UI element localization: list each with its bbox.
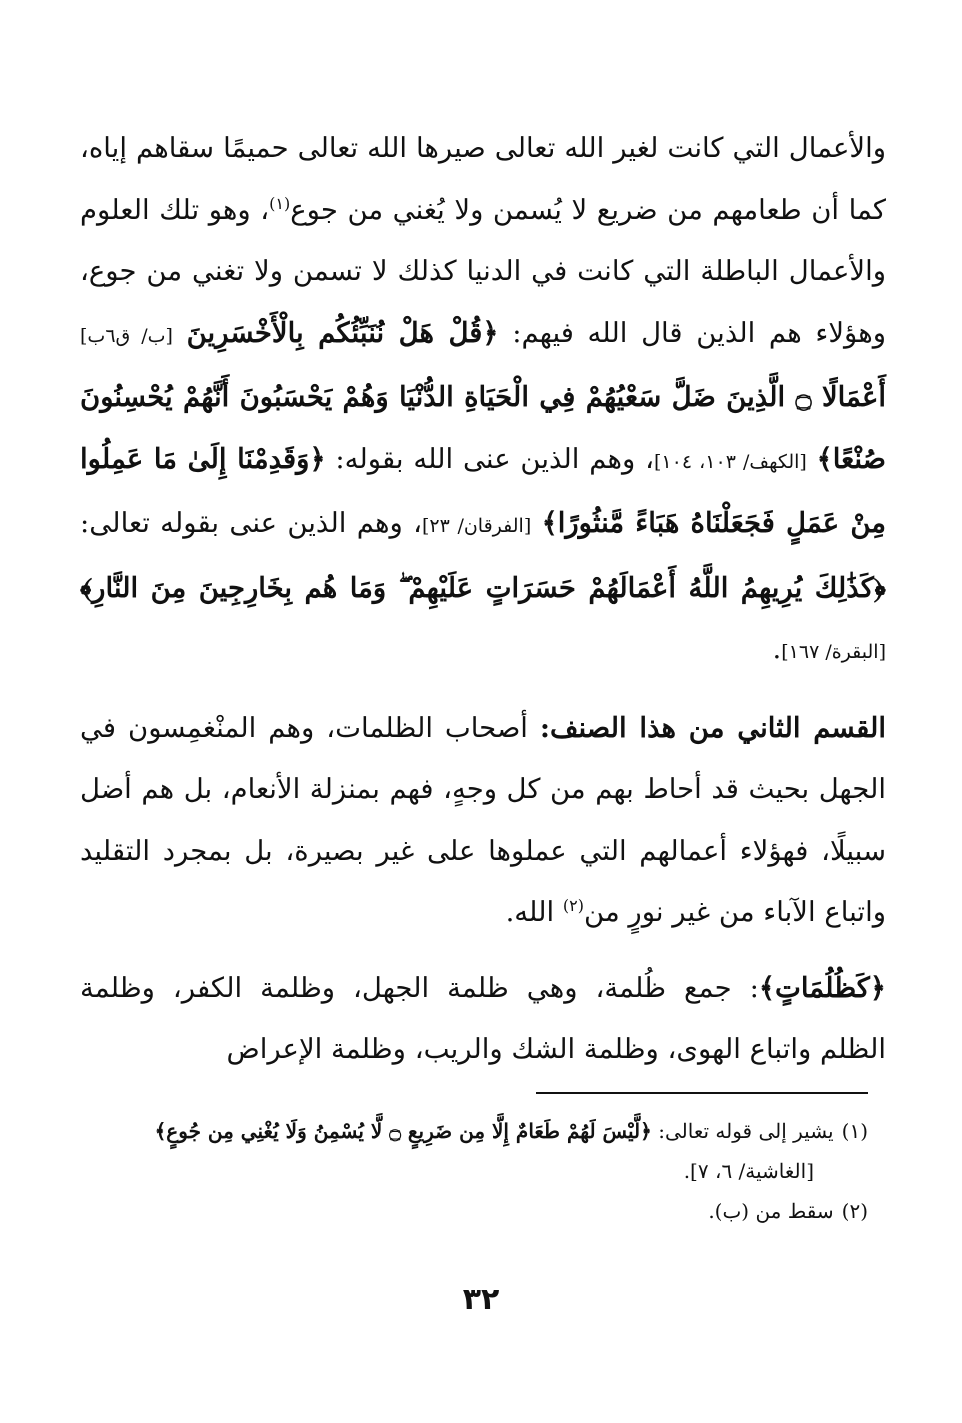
quran-word: ﴿كَظُلُمَاتٍ﴾: [758, 971, 886, 1004]
section-heading: القسم الثاني من هذا الصنف:: [539, 711, 886, 744]
footnote-divider: [536, 1092, 868, 1094]
footnote-ref-1[interactable]: (١): [269, 193, 291, 213]
text: ، وهو تلك العلوم والأعمال الباطلة التي كانت في الدنيا كذلك لا تسمن ولا تغني من جوع، وهؤلاء هم الذين قال الله فيهم:: [80, 193, 887, 349]
verse-reference: [الفرقان/ ٢٣]: [421, 515, 532, 537]
footnote-number: (٢): [841, 1199, 868, 1223]
footnote-text: يشير إلى قوله تعالى:: [651, 1119, 834, 1143]
text: .: [772, 633, 782, 665]
manuscript-marker: [ب/ ق٦ب]: [80, 324, 173, 347]
footnote-ref-2[interactable]: (٢): [562, 895, 585, 915]
text: الله.: [505, 896, 563, 928]
verse-reference: [البقرة/ ١٦٧]: [781, 641, 886, 663]
page-body: [80, 118, 886, 1081]
verse-reference: [الغاشية/ ٦، ٧].: [683, 1159, 814, 1183]
footnotes: [80, 1112, 868, 1232]
quran-verse: ﴿قُلْ هَلْ نُنَبِّئُكُم بِالْأَخْسَرِينَ: [186, 316, 499, 349]
text: : جمع ظُلمة، وهي ظلمة الجهل، وظلمة الكفر، وظلمة الظلم واتباع الهوى، وظلمة الشك والريب، وظلمة الإعراض: [80, 971, 886, 1065]
paragraph-3: [80, 958, 886, 1081]
footnote-2: [80, 1192, 868, 1230]
footnote-text: سقط من (ب).: [708, 1199, 834, 1223]
text: ، وهم الذين عنى بقوله تعالى:: [80, 507, 422, 539]
paragraph-2: [80, 698, 886, 944]
verse-reference: [الكهف/ ١٠٣، ١٠٤]: [654, 450, 807, 473]
quran-verse: أَعْمَالًا ۝ الَّذِينَ ضَلَّ سَعْيُهُمْ فِي الْحَيَاةِ الدُّنْيَا وَهُمْ يَحْسَبُونَ أَنَّهُمْ يُحْسِنُونَ صُنْعًا﴾: [80, 381, 887, 475]
footnote-number: (١): [841, 1119, 868, 1143]
footnote-1: [80, 1112, 868, 1150]
quran-verse: ﴿كَذَٰلِكَ يُرِيهِمُ اللَّهُ أَعْمَالَهُمْ حَسَرَاتٍ عَلَيْهِمْ ۖ وَمَا هُم بِخَارِجِينَ مِنَ النَّارِ﴾: [80, 571, 886, 604]
quran-verse: ﴿لَّيْسَ لَهُمْ طَعَامٌ إِلَّا مِن ضَرِيعٍ ۝ لَّا يُسْمِنُ وَلَا يُغْنِي مِن جُوعٍ﴾: [154, 1119, 652, 1143]
text: والأعمال التي كانت لغير الله تعالى صيرها الله تعالى حميمًا سقاهم إياه، كما أن طعامهم من ضريع لا يُسمن ولا يُغني من جوع: [80, 132, 886, 226]
page-number: ٣٢: [462, 1282, 500, 1317]
quran-verse: ﴿وَقَدِمْنَا إِلَىٰ مَا عَمِلُوا مِنْ عَمَلٍ فَجَعَلْنَاهُ هَبَاءً مَّنثُورًا﴾: [80, 442, 887, 539]
paragraph-1: [80, 118, 886, 684]
text: أصحاب الظلمات، وهم المنْغمِسون في الجهل بحيث قد أحاط بهم من كل وجهٍ، فهم بمنزلة الأنعام، بل هم أضل سبيلًا، فهؤلاء أعمالهم التي عملوها على غير بصيرة، بل بمجرد التقليد واتباع الآباء من غير نورٍ من: [80, 711, 886, 928]
footnote-1-reference: [80, 1152, 868, 1190]
text: ، وهم الذين عنى الله بقوله:: [325, 442, 654, 475]
